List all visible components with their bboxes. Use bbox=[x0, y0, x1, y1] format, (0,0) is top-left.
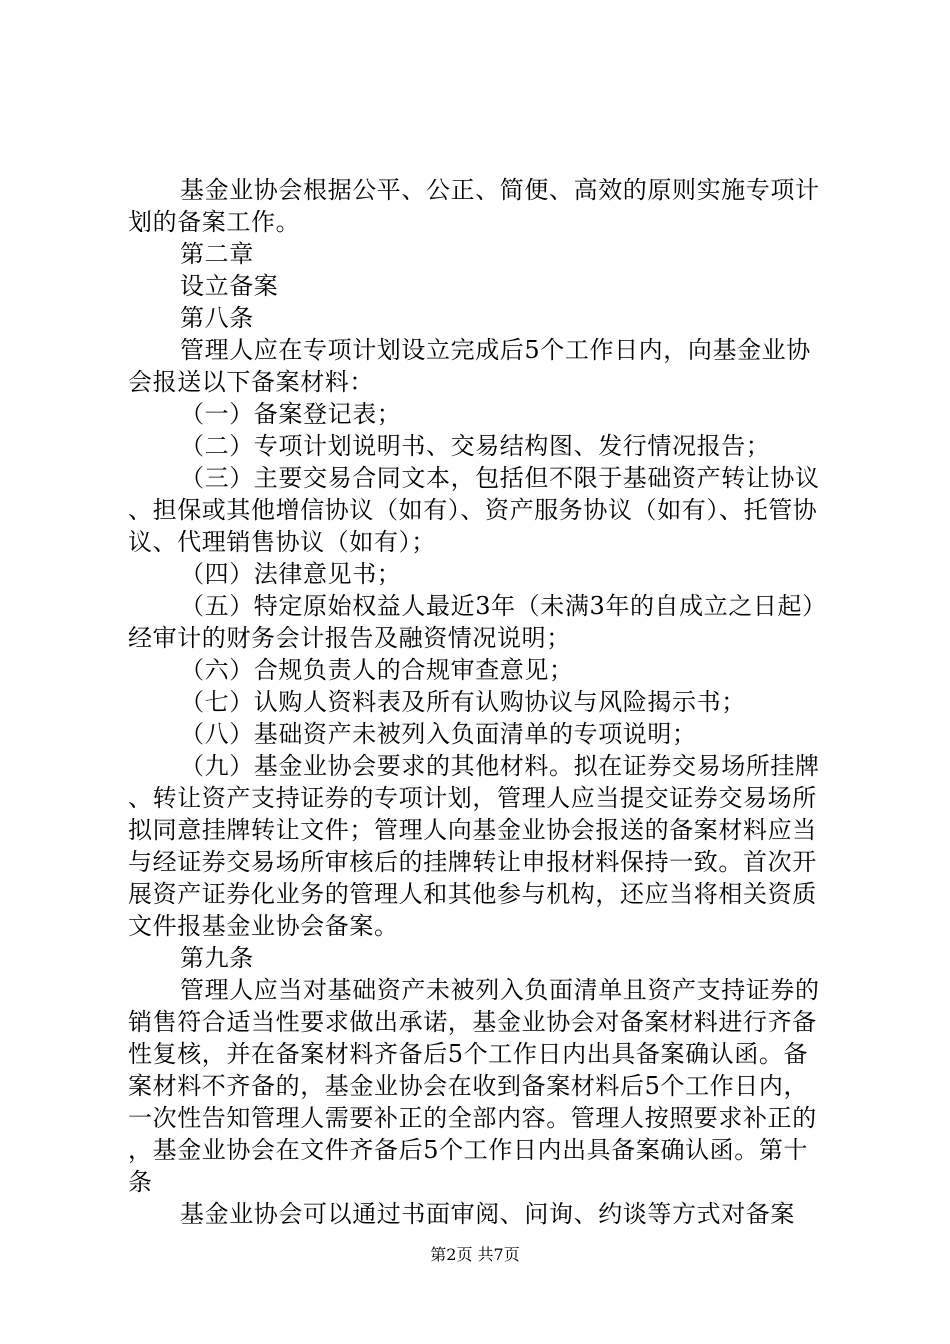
list-item-6: （六）合规负责人的合规审查意见； bbox=[180, 656, 574, 684]
paragraph-intro: 基金业协会根据公平、公正、简便、高效的原则实施专项计划的备案工作。 bbox=[128, 176, 820, 236]
article-heading-9: 第九条 bbox=[180, 944, 254, 972]
page-number: 第2页 共7页 bbox=[430, 1245, 520, 1264]
page-footer bbox=[0, 1242, 950, 1265]
list-item-3: （三）主要交易合同文本，包括但不限于基础资产转让协议、担保或其他增信协议（如有）、资产服务协议（如有）、托管协议、代理销售协议（如有）； bbox=[128, 464, 820, 556]
article-heading-8: 第八条 bbox=[180, 304, 254, 332]
chapter-title: 设立备案 bbox=[180, 272, 279, 300]
article-8-body: 管理人应在专项计划设立完成后5个工作日内，向基金业协会报送以下备案材料： bbox=[128, 336, 811, 396]
list-item-4: （四）法律意见书； bbox=[180, 560, 402, 588]
list-item-5: （五）特定原始权益人最近3年（未满3年的自成立之日起）经审计的财务会计报告及融资情况说明； bbox=[128, 592, 827, 652]
article-10-body: 基金业协会可以通过书面审阅、问询、约谈等方式对备案 bbox=[180, 1200, 795, 1228]
chapter-heading: 第二章 bbox=[180, 240, 254, 268]
article-9-body: 管理人应当对基础资产未被列入负面清单且资产支持证券的销售符合适当性要求做出承诺，基金业协会对备案材料进行齐备性复核，并在备案材料齐备后5个工作日内出具备案确认函。备案材料不齐备的，基金业协会在收到备案材料后5个工作日内，一次性告知管理人需要补正的全部内容。管理人按照要求补正的，基金业协会在文件齐备后5个工作日内出具备案确认函。第十条 bbox=[128, 976, 820, 1196]
list-item-9: （九）基金业协会要求的其他材料。拟在证券交易场所挂牌、转让资产支持证券的专项计划，管理人应当提交证券交易场所拟同意挂牌转让文件；管理人向基金业协会报送的备案材料应当与经证券交易场所审核后的挂牌转让申报材料保持一致。首次开展资产证券化业务的管理人和其他参与机构，还应当将相关资质文件报基金业协会备案。 bbox=[128, 752, 820, 940]
list-item-2: （二）专项计划说明书、交易结构图、发行情况报告； bbox=[180, 432, 771, 460]
list-item-7: （七）认购人资料表及所有认购协议与风险揭示书； bbox=[180, 688, 746, 716]
list-item-8: （八）基础资产未被列入负面清单的专项说明； bbox=[180, 720, 697, 748]
document-body bbox=[128, 174, 828, 1230]
list-item-1: （一）备案登记表； bbox=[180, 400, 402, 428]
